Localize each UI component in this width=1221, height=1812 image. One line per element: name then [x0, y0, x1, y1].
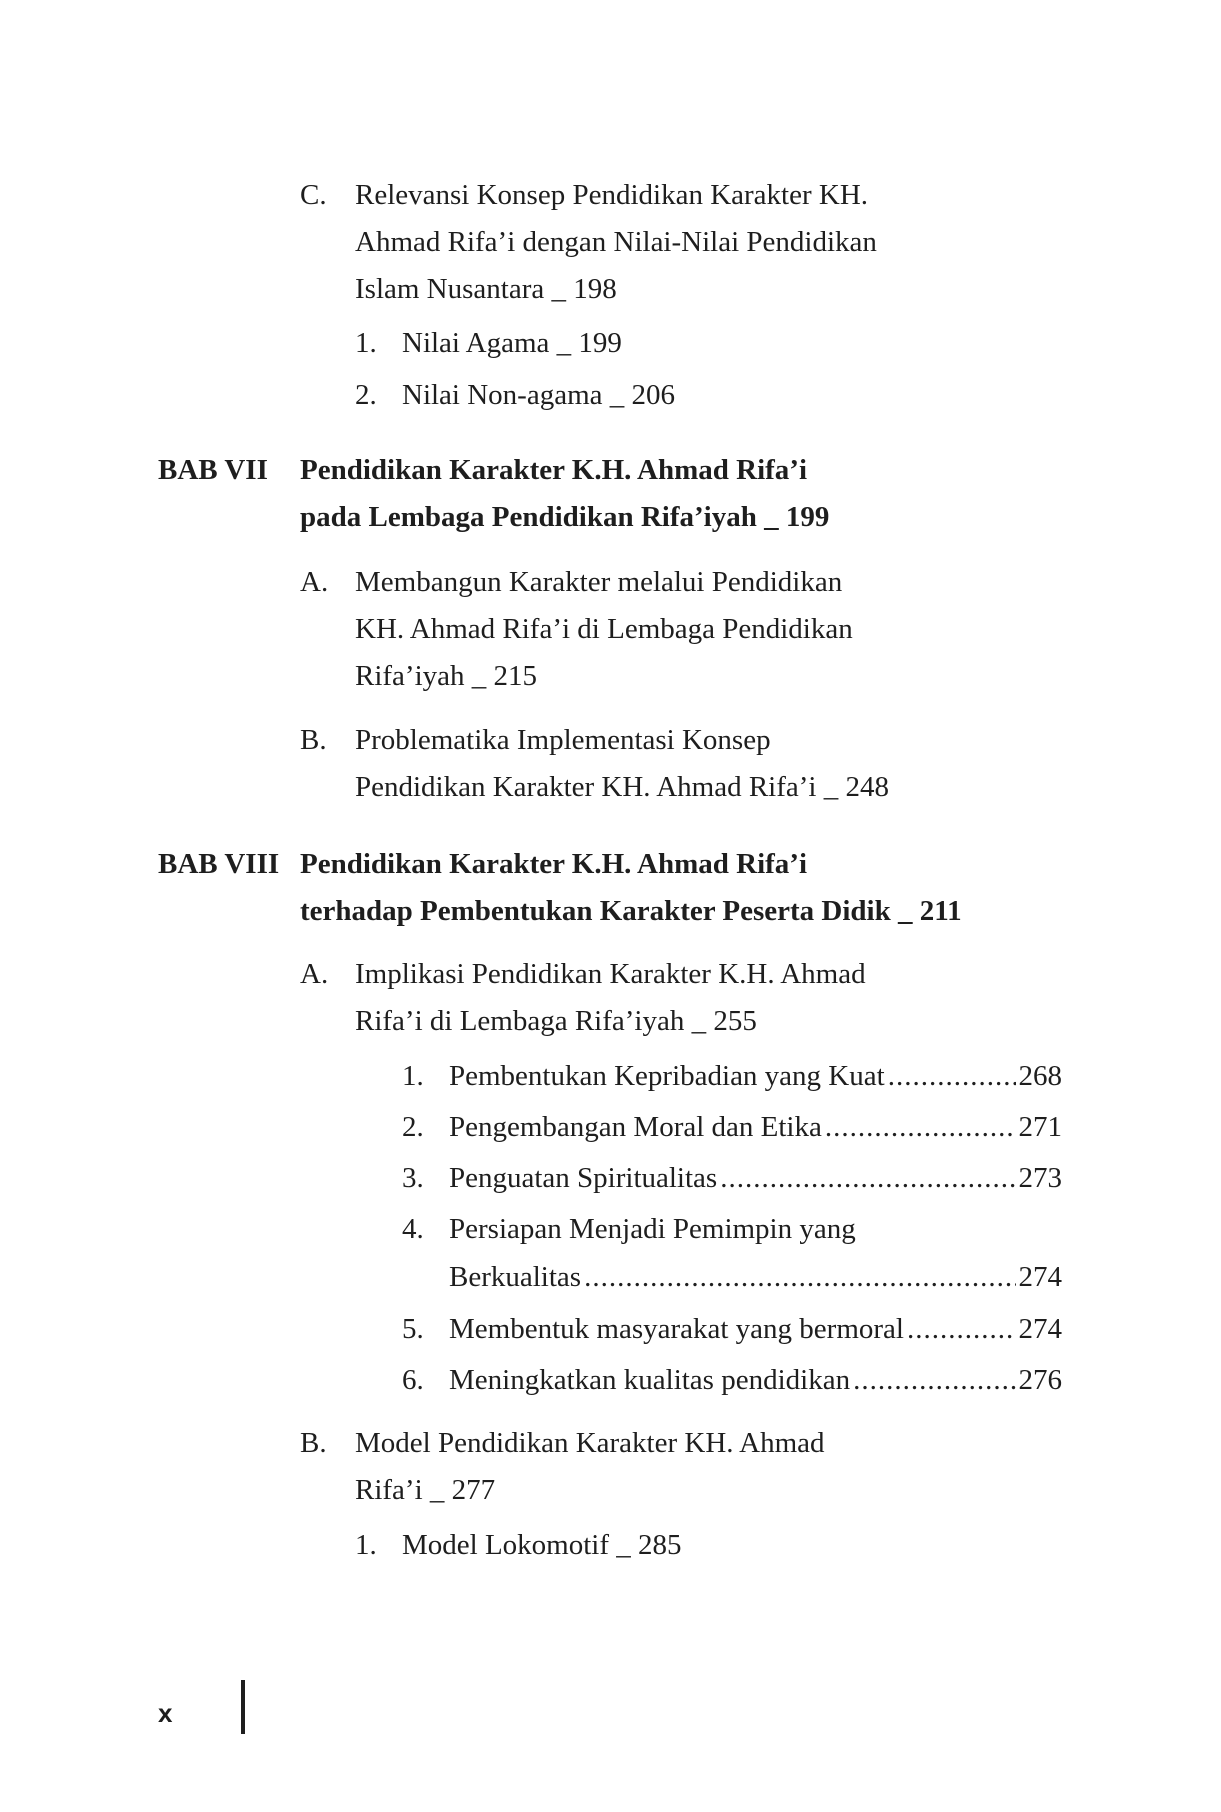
toc-item-text: Persiapan Menjadi Pemimpin yang — [449, 1213, 856, 1245]
item-number: 3. — [402, 1162, 424, 1194]
section-label: A. — [300, 958, 329, 990]
dot-leader — [825, 1103, 1016, 1151]
page-number: 274 — [1018, 1261, 1062, 1293]
toc-item — [449, 1154, 1062, 1202]
dot-leader — [853, 1356, 1015, 1404]
section-title-line: Problematika Implementasi Konsep — [355, 724, 771, 756]
item-number: 2. — [355, 379, 377, 411]
chapter-title-line: Pendidikan Karakter K.H. Ahmad Rifa’i — [300, 454, 808, 486]
toc-item-text: Pengembangan Moral dan Etika — [449, 1111, 822, 1143]
section-title-line: Rifa’i di Lembaga Rifa’iyah _ 255 — [355, 1005, 757, 1037]
toc-item-text: Berkualitas — [449, 1261, 582, 1293]
item-number: 5. — [402, 1313, 424, 1345]
section-label: C. — [300, 179, 327, 211]
toc-item — [449, 1253, 1062, 1301]
page-number: 276 — [1018, 1364, 1062, 1396]
item-number: 4. — [402, 1213, 424, 1245]
toc-item — [449, 1103, 1062, 1151]
page-number: 273 — [1018, 1162, 1062, 1194]
section-title-line: Ahmad Rifa’i dengan Nilai-Nilai Pendidikan — [355, 226, 877, 258]
toc-item — [449, 1052, 1062, 1100]
page-number-label: x — [158, 1698, 173, 1728]
section-title-line: KH. Ahmad Rifa’i di Lembaga Pendidikan — [355, 613, 853, 645]
section-title-line: Model Pendidikan Karakter KH. Ahmad — [355, 1427, 825, 1459]
section-title-line: Relevansi Konsep Pendidikan Karakter KH. — [355, 179, 869, 211]
section-title-line: Implikasi Pendidikan Karakter K.H. Ahmad — [355, 958, 866, 990]
page-number: 271 — [1018, 1111, 1062, 1143]
footer-divider — [241, 1680, 245, 1734]
toc-item — [449, 1356, 1062, 1404]
section-label: A. — [300, 566, 329, 598]
dot-leader — [720, 1154, 1015, 1202]
chapter-label: BAB VII — [158, 454, 268, 486]
item-number: 1. — [402, 1060, 424, 1092]
section-label: B. — [300, 724, 327, 756]
page-number: 274 — [1018, 1313, 1062, 1345]
item-number: 6. — [402, 1364, 424, 1396]
toc-item-text: Penguatan Spiritualitas — [449, 1162, 718, 1194]
toc-item-text: Membentuk masyarakat yang bermoral — [449, 1313, 904, 1345]
section-title-line: Islam Nusantara _ 198 — [355, 273, 617, 305]
dot-leader — [888, 1052, 1016, 1100]
section-title-line: Membangun Karakter melalui Pendidikan — [355, 566, 843, 598]
dot-leader — [584, 1253, 1015, 1301]
chapter-title-line: Pendidikan Karakter K.H. Ahmad Rifa’i — [300, 848, 808, 880]
toc-item: Nilai Agama _ 199 — [402, 327, 622, 359]
item-number: 1. — [355, 1529, 377, 1561]
item-number: 1. — [355, 327, 377, 359]
section-label: B. — [300, 1427, 327, 1459]
toc-item — [449, 1305, 1062, 1353]
toc-item-text: Pembentukan Kepribadian yang Kuat — [449, 1060, 885, 1092]
chapter-title-line: pada Lembaga Pendidikan Rifa’iyah _ 199 — [300, 501, 830, 533]
toc-item-text: Meningkatkan kualitas pendidikan — [449, 1364, 851, 1396]
dot-leader — [907, 1305, 1016, 1353]
toc-item: Nilai Non-agama _ 206 — [402, 379, 676, 411]
section-title-line: Rifa’iyah _ 215 — [355, 660, 538, 692]
toc-item: Model Lokomotif _ 285 — [402, 1529, 682, 1561]
section-title-line: Pendidikan Karakter KH. Ahmad Rifa’i _ 248 — [355, 771, 889, 803]
section-title-line: Rifa’i _ 277 — [355, 1474, 496, 1506]
chapter-label: BAB VIII — [158, 848, 280, 880]
item-number: 2. — [402, 1111, 424, 1143]
chapter-title-line: terhadap Pembentukan Karakter Peserta Didik _ 211 — [300, 895, 962, 927]
page-number: 268 — [1018, 1060, 1062, 1092]
